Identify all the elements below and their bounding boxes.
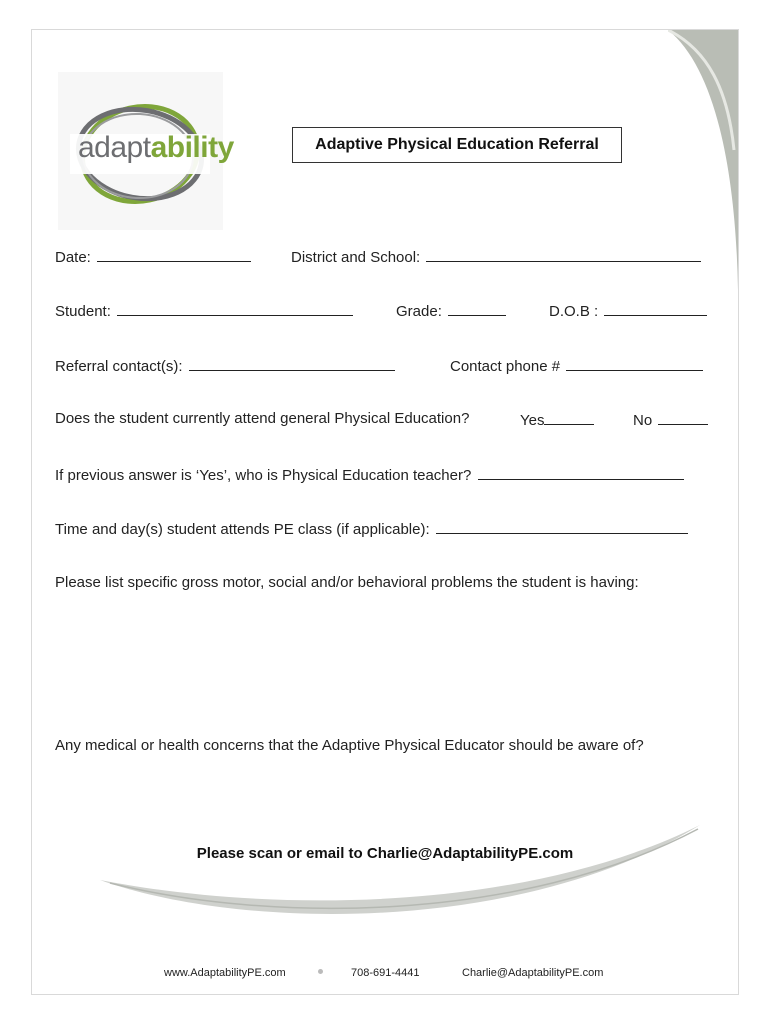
contact-phone-blank[interactable] bbox=[566, 356, 703, 371]
attend-pe-label: Does the student currently attend general Physical Education? bbox=[55, 410, 470, 427]
pe-teacher-label: If previous answer is ‘Yes’, who is Physical Education teacher? bbox=[55, 467, 472, 484]
attend-pe-yes-label: Yes bbox=[520, 412, 545, 429]
student-label: Student: bbox=[55, 303, 111, 320]
footer-phone: 708-691-4441 bbox=[351, 967, 420, 979]
attend-pe-no-field[interactable] bbox=[633, 410, 708, 429]
submit-instructions: Please scan or email to Charlie@AdaptabilityPE.com bbox=[196, 845, 574, 862]
swoosh-decoration bbox=[100, 825, 710, 935]
attend-pe-question bbox=[55, 410, 469, 427]
attend-pe-yes-field[interactable] bbox=[520, 410, 594, 429]
date-label: Date: bbox=[55, 249, 91, 266]
time-days-field[interactable] bbox=[55, 519, 688, 538]
referral-contacts-field[interactable] bbox=[55, 356, 395, 375]
logo-wordmark-part1: adapt bbox=[78, 131, 151, 164]
problems-question: Please list specific gross motor, social and/or behavioral problems the student is having: bbox=[55, 574, 639, 591]
referral-contacts-blank[interactable] bbox=[189, 356, 395, 371]
pe-teacher-field[interactable] bbox=[55, 465, 684, 484]
district-school-blank[interactable] bbox=[426, 247, 701, 262]
time-days-label: Time and day(s) student attends PE class (if applicable): bbox=[55, 521, 430, 538]
contact-phone-field[interactable] bbox=[450, 356, 703, 375]
attend-pe-no-blank[interactable] bbox=[658, 410, 708, 425]
dob-label: D.O.B : bbox=[549, 303, 599, 320]
logo-wordmark bbox=[78, 131, 234, 165]
pe-teacher-blank[interactable] bbox=[478, 465, 684, 480]
medical-question: Any medical or health concerns that the Adaptive Physical Educator should be aware of? bbox=[55, 737, 644, 754]
footer-website[interactable]: www.AdaptabilityPE.com bbox=[164, 967, 286, 979]
district-school-field[interactable] bbox=[291, 247, 701, 266]
grade-blank[interactable] bbox=[448, 301, 506, 316]
student-field[interactable] bbox=[55, 301, 353, 320]
grade-label: Grade: bbox=[396, 303, 442, 320]
form-title: Adaptive Physical Education Referral bbox=[292, 127, 622, 163]
attend-pe-yes-blank[interactable] bbox=[544, 410, 594, 425]
referral-contacts-label: Referral contact(s): bbox=[55, 358, 183, 375]
district-school-label: District and School: bbox=[291, 249, 421, 266]
student-blank[interactable] bbox=[117, 301, 353, 316]
attend-pe-no-label: No bbox=[633, 412, 653, 429]
dob-field[interactable] bbox=[549, 301, 707, 320]
contact-phone-label: Contact phone # bbox=[450, 358, 561, 375]
dob-blank[interactable] bbox=[604, 301, 707, 316]
grade-field[interactable] bbox=[396, 301, 506, 320]
footer-email[interactable]: Charlie@AdaptabilityPE.com bbox=[462, 967, 604, 979]
logo-wordmark-part2: ability bbox=[150, 131, 234, 164]
date-blank[interactable] bbox=[97, 247, 251, 262]
date-field[interactable] bbox=[55, 247, 251, 266]
footer-separator-dot bbox=[318, 969, 323, 974]
time-days-blank[interactable] bbox=[436, 519, 688, 534]
